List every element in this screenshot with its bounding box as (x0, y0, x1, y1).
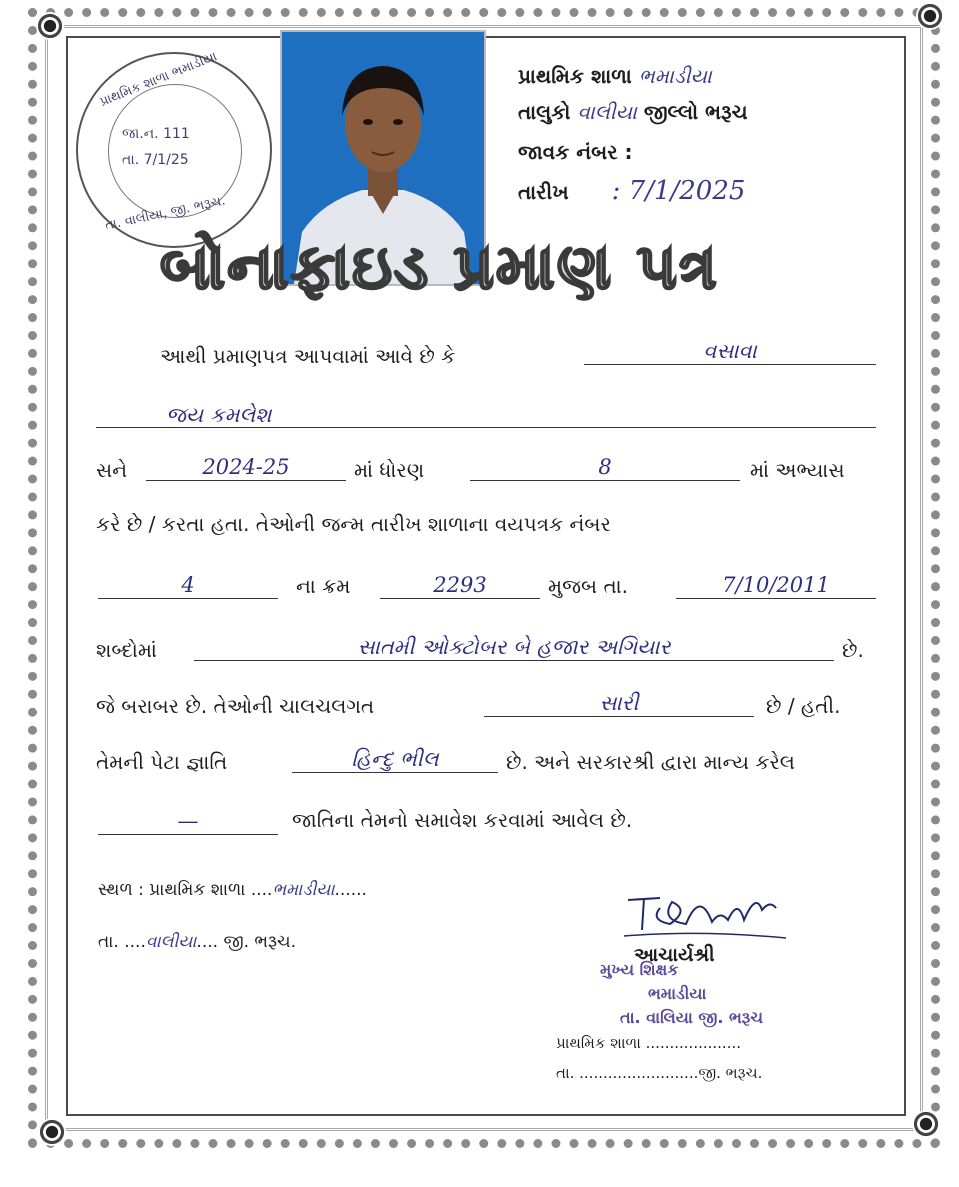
header-school (518, 64, 712, 88)
corner-ornament-bottom-right (912, 1110, 940, 1138)
header-taluka (518, 100, 748, 124)
footer-place-label: સ્થળ : પ્રાથમિક શાળા .... (98, 880, 273, 900)
standard: 8 (470, 454, 740, 481)
seal-bottom-text: તા. વાલીયા, જી. ભરૂચ. (103, 193, 227, 234)
body-line-4: કરે છે / કરતા હતા. તેઓની જન્મ તારીખ શાળાના વયપત્રક નંબર (96, 512, 611, 536)
footer-taluka (98, 932, 296, 952)
stamp-line-3: તા. વાલિયા જી. ભરૂચ (620, 1008, 764, 1027)
body-line-3-prefix: સને (96, 458, 128, 482)
seal-date: તા. 7/1/25 (122, 152, 189, 168)
header-school-value: ભમાડીયા (638, 64, 712, 88)
body-line-8-prefix: તેમની પેટા જ્ઞાતિ (96, 750, 228, 774)
body-line-7-suffix: છે / હતી. (766, 694, 841, 718)
body-line-3-suffix: માં અભ્યાસ (750, 458, 845, 482)
body-line-6-suffix: છે. (842, 638, 864, 662)
birth-date: 7/10/2011 (676, 572, 876, 599)
body-line-6-prefix: શબ્દોમાં (96, 638, 157, 662)
header-date (518, 176, 745, 206)
body-line-9-suffix: જાતિના તેમનો સમાવેશ કરવામાં આવેલ છે. (292, 808, 633, 832)
birth-date-in-words: સાતમી ઓક્ટોબર બે હજાર અગિયાર (194, 634, 834, 661)
header-date-value: : 7/1/2025 (611, 176, 746, 206)
header-outward-number: જાવક નંબર : (518, 140, 633, 164)
footer-taluka-label: તા. .... (98, 932, 146, 952)
serial-number: 2293 (380, 572, 540, 599)
register-number: 4 (98, 572, 278, 599)
footer-district: .... જી. ભરૂચ. (196, 932, 297, 952)
footer-taluka-value: વાલીયા (145, 932, 197, 952)
body-line-3-mid: માં ધોરણ (354, 458, 425, 482)
conduct: સારી (484, 690, 754, 717)
body-line-5-mid: ના ક્રમ (296, 574, 351, 598)
caste-category: — (98, 808, 278, 835)
stamp-line-2: ભમાડીયા (648, 984, 707, 1003)
header-taluka-label: તાલુકો (518, 100, 571, 124)
principal-signature (620, 880, 790, 950)
stamp-line-1: મુખ્ય શિક્ષક (600, 960, 679, 979)
certificate-title: બોનાફાઇડ પ્રમાણ પત્ર (160, 230, 719, 303)
body-line-1: આથી પ્રમાણપત્ર આપવામાં આવે છે કે (160, 344, 456, 368)
header-taluka-value: વાલીયા (577, 100, 637, 124)
footer-taluka-blank: તા. .........................જી. ભરૂચ. (556, 1064, 763, 1082)
school-seal (76, 49, 272, 248)
body-line-7-prefix: જે બરાબર છે. તેઓની ચાલચલગત (96, 694, 375, 718)
footer-place (98, 880, 367, 900)
seal-top-text: પ્રાથમિક શાળા ભમાડીયા (97, 49, 220, 110)
header-school-label: પ્રાથમિક શાળા (518, 64, 632, 88)
student-surname: વસાવા (584, 338, 876, 365)
student-name: જય કમલેશ (96, 402, 876, 428)
signatory-title: આચાર્યશ્રી (634, 944, 715, 966)
body-line-5-after: મુજબ તા. (548, 574, 628, 598)
corner-ornament-top-right (916, 2, 944, 30)
corner-ornament-bottom-left (38, 1118, 66, 1146)
body-line-8-suffix: છે. અને સરકારશ્રી દ્વારા માન્ય કરેલ (506, 750, 795, 774)
academic-year: 2024-25 (146, 454, 346, 481)
header-district: જીલ્લો ભરૂચ (643, 100, 748, 124)
header-date-label: તારીખ (518, 180, 569, 204)
corner-ornament-top-left (36, 12, 64, 40)
sub-caste: હિન્દુ ભીલ (292, 746, 498, 773)
footer-place-value: ભમાડીયા (272, 880, 335, 900)
seal-number: જા.ન. 111 (122, 126, 190, 142)
footer-place-dots: ...... (334, 880, 367, 900)
footer-school-blank: પ્રાથમિક શાળા .................... (556, 1034, 741, 1052)
